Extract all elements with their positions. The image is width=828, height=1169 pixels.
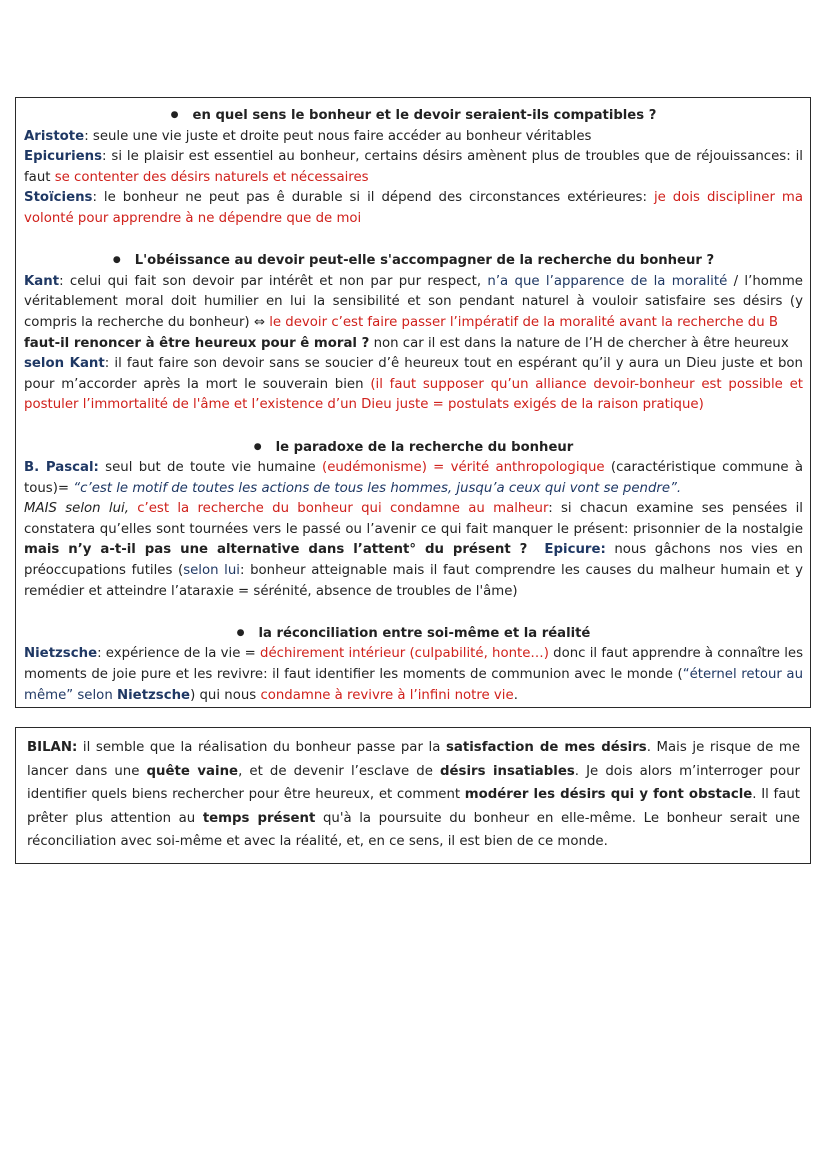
section-2-title: ● L'obéissance au devoir peut-elle s'accompagner de la recherche du bonheur ? (112, 253, 715, 269)
epicuriens-paragraph: Epicuriens: si le plaisir est essentiel au bonheur, certains désirs amènent plus de troubles que de réjouissances: il faut se contenter des désirs naturels et nécessaires (24, 149, 803, 185)
section-4-title: ● la réconciliation entre soi-même et la réalité (236, 625, 591, 641)
notes-box (15, 97, 811, 708)
section-3-title: ● le paradoxe de la recherche du bonheur (253, 439, 574, 455)
bullet-icon: ● (236, 627, 245, 638)
question-paragraph: faut-il renoncer à être heureux pour ê moral ? non car il est dans la nature de l’H de chercher à être heureux (24, 335, 789, 351)
kant-paragraph: Kant: celui qui fait son devoir par intérêt et non par pur respect, n’a que l’apparence de la moralité / l’homme véritablement moral doit humilier en lui la sensibilité et son pendant naturel à vouloir satisfaire ses désirs (y compris la recherche du bonheur) ⇔ le devoir c’est faire passer l’impératif de la moralité avant la recherche du B (24, 273, 803, 330)
bullet-icon: ● (112, 255, 121, 266)
section-1-title: ● en quel sens le bonheur et le devoir seraient-ils compatibles ? (170, 108, 657, 123)
aristote-paragraph: Aristote: seule une vie juste et droite peut nous faire accéder au bonheur véritables (24, 128, 592, 144)
paradoxe-paragraph: MAIS selon lui, c’est la recherche du bonheur qui condamne au malheur: si chacun examine ses pensées il constatera qu’elles sont tournées vers le passé ou l’avenir ce qui fait manquer le présent: prisonnier de la nostalgie mais n’y a-t-il pas une alternative dans l’attent° du présent ? Epicure: nous gâchons nos vies en préoccupations futiles (selon lui: bonheur atteignable mais il faut comprendre les causes du malheur humain et y remédier et atteindre l’ataraxie = sérénité, absence de troubles de l'âme) (24, 501, 803, 599)
bullet-icon: ● (253, 441, 262, 452)
pascal-paragraph: B. Pascal: seul but de toute vie humaine (eudémonisme) = vérité anthropologique (caractéristique commune à tous)= “c’est le motif de toutes les actions de tous les hommes, jusqu’a ceux qui vont se pendre”. (24, 460, 803, 496)
stoiciens-paragraph: Stoïciens: le bonheur ne peut pas ê durable si il dépend des circonstances extérieures: je dois discipliner ma volonté pour apprendre à ne dépendre que de moi (24, 190, 804, 226)
selon-kant-paragraph: selon Kant: il faut faire son devoir sans se soucier d’ê heureux tout en espérant qu’il y aura un Dieu juste et bon pour m’accorder après la mort le souverain bien (il faut supposer qu’un alliance devoir-bonheur est possible et postuler l’immortalité de l'âme et l’existence d’un Dieu juste = postulats exigés de la raison pratique) (24, 356, 803, 413)
nietzsche-paragraph: Nietzsche: expérience de la vie = déchirement intérieur (culpabilité, honte…) donc il faut apprendre à connaître les moments de joie pure et les revivre: il faut identifier les moments de communion avec le monde (“éternel retour au même” selon Nietzsche) qui nous condamne à revivre à l’infini notre vie. (24, 646, 804, 703)
bullet-icon: ● (170, 110, 179, 120)
bilan-box (15, 727, 811, 864)
bilan-paragraph: BILAN: il semble que la réalisation du bonheur passe par la satisfaction de mes désirs. Mais je risque de me lancer dans une quête vaine, et de devenir l’esclave de désirs insatiables. Je dois alors m’interroger pour identifier quels biens rechercher pour être heureux, et comment modérer les désirs qui y font obstacle. Il faut prêter plus attention au temps présent qu'à la poursuite du bonheur en elle-même. Le bonheur serait une réconciliation avec soi-même et avec la réalité, et, en ce sens, il est bien de ce monde. (27, 740, 801, 849)
